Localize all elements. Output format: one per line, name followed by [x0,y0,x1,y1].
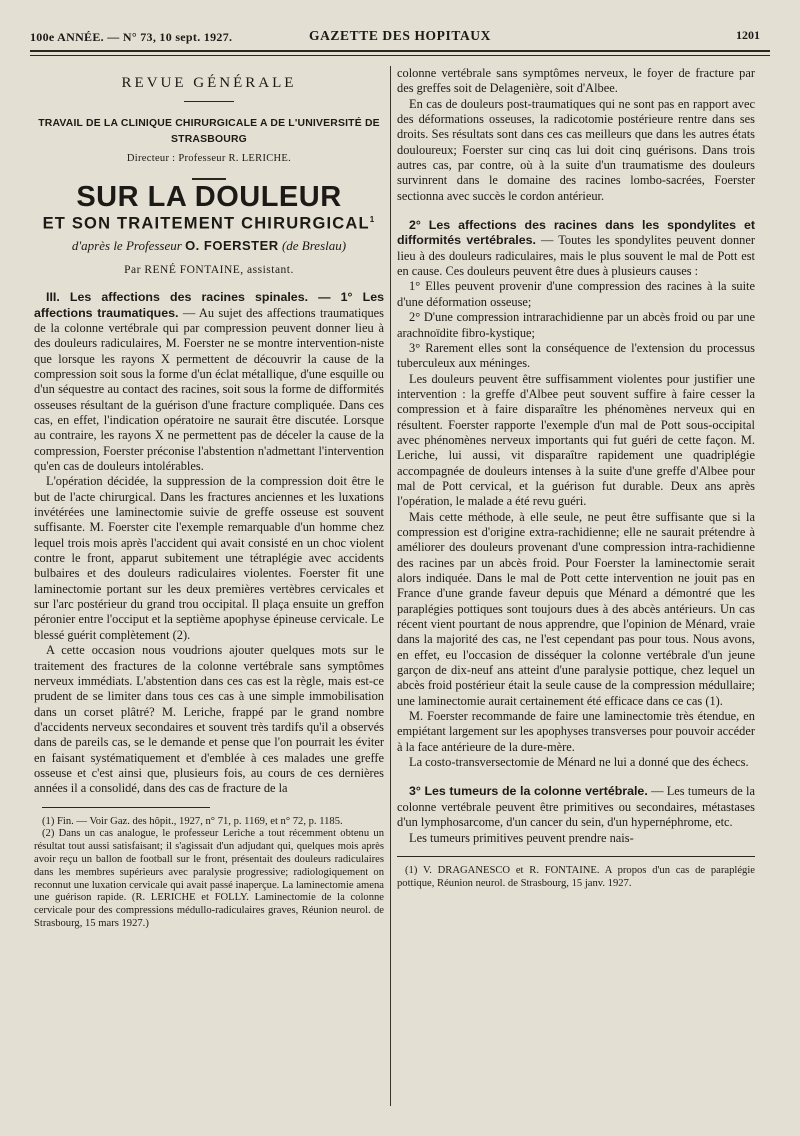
left-column [34,66,384,931]
subtitle-text: ET SON TRAITEMENT CHIRURGICAL [42,214,370,233]
paragraph: 2° D'une compression intrarachidienne par un abcès froid ou par une arachnoïdite fibro-kystique; [397,310,755,340]
attribution-name: O. FOERSTER [185,237,279,253]
paragraph: Les tumeurs primitives peuvent prendre nais- [409,830,634,845]
section-heading: 3° Les tumeurs de la colonne vertébrale. [409,784,648,799]
paragraph-text: — Au sujet des affections traumatiques de la colonne vertébrale qui par compression peuvent donner lieu à des douleurs radiculaires, M. Foerster ne se montre intervention-niste que lorsque les rayons X permettent de découvrir la cause de la compression soit sous la forme d'un éclat métallique, d'une esquille ou d'un séquestre au contact des racines, soit sous la forme de difformités osseuses résultant de la guérison d'une fracture compliquée. Dans ces cas, en effet, l'indication opératoire ne saurait être discutée. Lorsque au contraire, les rayons X ne permettent pas de déceler la cause de la compression, Foerster préconise l'abstention n'admettant l'intervention qu'en cas de douleurs intolérables. [34,305,384,474]
ornament-rule-thick [192,178,226,180]
section-label: REVUE GÉNÉRALE [121,75,297,91]
paragraph [34,290,384,474]
paragraph: Mais cette méthode, à elle seule, ne peut être suffisante que si la compression est d'origine extra-rachidienne; elle ne saurait prétendre à améliorer des douleurs provenant d'une compression intra-rachidienne des racines par un abcès froid. Pour Foerster la laminectomie serait alors indiquée. Dans le mal de Pott cette intervention ne jouit pas en France d'une grande faveur depuis que Ménard a démontré que les paraplégies pottiques sont toujours dues à des abcès antérieurs. Un cas récent vient pourtant de nous apprendre, que l'opinion de Ménard, vraie dans la majorité des cas, ne l'est cependant pas pour tous. Nous avons, en effet, eu l'occasion de disséquer la colonne vertébrale d'un jeune garçon de dix-neuf ans atteint d'une paralysie pottique, chez lequel un abcès froid postérieur était la seule cause de la compression médullaire; une laminectomie aurait certainement été efficace dans ce cas (1). [397,509,755,708]
paragraph: L'opération décidée, la suppression de la compression doit être le but de l'acte chirurgical. Dans les fractures anciennes et les luxations invétérées une laminectomie suivie de greffe osseuse est souvent suffisante. M. Foerster cite l'exemple remarquable d'un homme chez lequel trois mois après l'accident qui avait consisté en un choc violent contre le front, apparut subitement une tétraplégie avec accidents bulbaires et des douleurs radiculaires violentes. Foerster fit une laminectomie portant sur les deux premières vertèbres cervicales et sur l'arc postérieur du grand trou occipital. Il plaça ensuite un greffon péronier entre l'occiput et la septième apophyse épineuse cervicale. Le blessé guérit complètement (2). [34,474,384,642]
footnote-rule [397,856,755,857]
paragraph: La costo-transversectomie de Ménard ne lui a donné que des échecs. [409,755,749,770]
header-rule [30,50,770,52]
paragraph: 3° Rarement elles sont la conséquence de l'extension du processus tuberculeux aux méninges. [397,340,755,371]
footnote: (1) V. DRAGANESCO et R. FONTAINE. A propos d'un cas de paraplégie pottique, Réunion neurol. de Strasbourg, 15 janv. 1927. [397,864,755,889]
footnotes [397,865,755,891]
director-line: Directeur : Professeur R. LERICHE. [126,153,292,165]
issue-info: 100e ANNÉE. — N° 73, 10 sept. 1927. [30,30,233,44]
footnote: (2) Dans un cas analogue, le professeur Leriche a tout récemment obtenu un résultat tout aussi satisfaisant; il s'agissait d'un adjudant qui, quelques mois après avoir reçu un ballon de football sur le front, présentait des douleurs radiculaires dans les membres supérieurs avec paralysie progressive; radiologiquement on reconnut une luxation cervicale qui avait passé inaperçue. La laminectomie amena une guérison rapide. (R. LERICHE et FOLLY. Laminectomie de la colonne cervicale pour des compressions médullo-radiculaires graves, Réunion neurol. de Strasbourg, 15 mars 1927.) [34,828,384,929]
paragraph-text: — Toutes les spondylites peuvent donner lieu à des douleurs radiculaires, mais le plus souvent le mal de Pott est en cause. Ces douleurs peuvent être dues à plusieurs causes : [397,233,755,279]
article-title: SUR LA DOULEUR [76,181,342,214]
right-column [397,66,755,890]
column-divider [390,66,391,1106]
header-rule-thin [30,55,770,56]
running-header [30,22,770,52]
paragraph: Les douleurs peuvent être suffisamment violentes pour justifier une intervention : la greffe d'Albee peut souvent suffire à faire cesser la compression et à faire disparaître les phénomènes nerveux qui en résultent. Foerster rapporte l'exemple d'un mal de Pott sous-occipital avec phénomènes nerveux importants qui fut guéri de cette façon. M. Leriche, lui aussi, vit disparaître rapidement une quadriplégie accompagnée de douleurs intenses à la suite d'une greffe d'Albee pour mal de Pott cervical, et la guérison fut durable. Deux ans après l'opération, le malade a été revu guéri. [397,371,755,509]
footnotes [34,816,384,931]
ornament-rule [184,101,234,102]
section-heading: 2° Les affections des racines dans les spondylites et difformités vertébrales. [397,218,755,248]
section-heading: III. Les affections des racines spinales. — 1° Les affections traumatiques. [34,290,384,320]
paragraph [397,218,755,279]
page-number: 1201 [736,28,760,42]
paragraph: A cette occasion nous voudrions ajouter quelques mots sur le traitement des fractures de la colonne vertébrale sans symptômes nerveux immédiats. L'abstention dans ces cas est la règle, mais est-ce prudent de se limiter dans tous ces cas à une simple immobilisation dans un corset plâtré? M. Leriche, frappé par le grand nombre d'accidents nerveux secondaires et souvent très tardifs qu'il a observés dans de pareils cas, se le demande et pense que l'on pourrait les éviter en faisant systématiquement et d'emblée à ces malades une greffe osseuse et c'est ainsi que, plusieurs fois, au cours de ces dernières années il a consolidé, dans des cas de fracture de la [34,643,384,796]
attribution [34,238,384,253]
clinic-affiliation: TRAVAIL DE LA CLINIQUE CHIRURGICALE A DE L'UNIVERSITÉ DE STRASBOURG [38,118,380,145]
footnote: (1) Fin. — Voir Gaz. des hôpit., 1927, n° 71, p. 1169, et n° 72, p. 1185. [42,815,343,827]
attribution-suffix: (de Breslau) [281,237,347,253]
paragraph: En cas de douleurs post-traumatiques qui ne sont pas en rapport avec des déformations osseuses, la radicotomie postérieure rentre dans ses droits. Ses résultats sont dans ces cas meilleurs que dans les autres états douloureux; Foerster sur cinq cas lui doit cinq guérisons. Dans trois autres cas, par contre, où à la suite d'un traumatisme des douleurs survinrent dans le domaine des racines lombo-sacrées, Foerster sectionna avec succès le cordon antérieur. [397,96,755,203]
paragraph: 1° Elles peuvent provenir d'une compression des racines à la suite d'une déformation osseuse; [397,279,755,309]
paragraph-text: — Les tumeurs de la colonne vertébrale peuvent être primitives ou secondaires, métastases d'un lymphosarcome, d'un cancer du sein, d'un hypernéphrome, etc. [397,784,755,830]
footnote-rule [42,807,210,808]
journal-title: GAZETTE DES HOPITAUX [308,28,492,43]
paragraph: colonne vertébrale sans symptômes nerveux, le foyer de fracture par des greffes soit de Delagenière, soit d'Albee. [397,66,755,96]
article-subtitle [34,212,384,232]
byline: Par RENÉ FONTAINE, assistant. [124,263,294,276]
attribution-prefix: d'après le Professeur [71,237,182,253]
paragraph [397,784,755,830]
subtitle-footnote-mark: 1 [369,214,376,224]
paragraph: M. Foerster recommande de faire une laminectomie très étendue, en empiétant largement sur les apophyses transverses pour pouvoir accéder à la face antérieure de la dure-mère. [397,709,755,754]
